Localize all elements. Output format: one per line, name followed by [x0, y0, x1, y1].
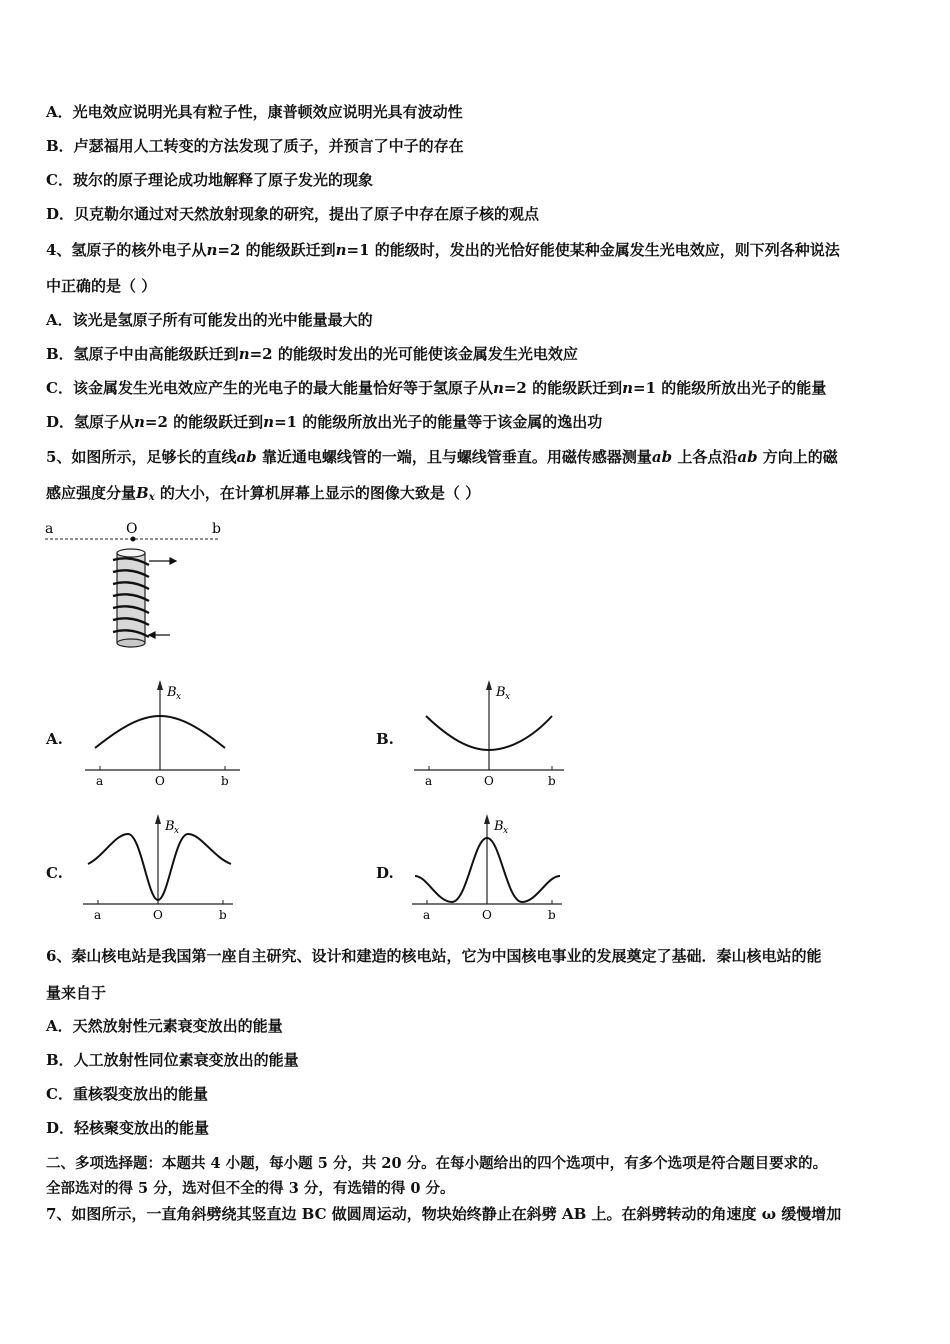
q4-stem: 4、氢原子的核外电子从n=2 的能级跃迁到n=1 的能级时，发出的光恰好能使某种金属发生光电效应，则下列各种说法	[46, 241, 840, 259]
fig-label-a: a	[45, 521, 54, 537]
svg-text:O: O	[484, 774, 494, 788]
fig-label-o: O	[126, 521, 138, 537]
q4-option-c: C．该金属发生光电效应产生的光电子的最大能量恰好等于氢原子从n=2 的能级跃迁到n=1 的能级所放出光子的能量	[46, 379, 827, 397]
q6-option-b: B．人工放射性同位素衰变放出的能量	[46, 1051, 299, 1069]
svg-text:O: O	[155, 774, 165, 788]
graph-b	[414, 678, 574, 790]
q4-option-b: B．氢原子中由高能级跃迁到n=2 的能级时发出的光可能使该金属发生光电效应	[46, 345, 578, 363]
svg-text:O: O	[482, 908, 492, 922]
svg-text:x: x	[503, 826, 509, 836]
q6-option-c: C．重核裂变放出的能量	[46, 1085, 208, 1103]
svg-text:b: b	[548, 774, 556, 788]
q3-option-b: B．卢瑟福用人工转变的方法发现了质子，并预言了中子的存在	[46, 137, 464, 155]
svg-text:x: x	[505, 692, 511, 702]
point-o	[131, 537, 136, 542]
q4-stem-line2: 中正确的是（ ）	[46, 277, 157, 295]
q5-stem: 5、如图所示，足够长的直线ab 靠近通电螺线管的一端，且与螺线管垂直。用磁传感器测量ab 上各点沿ab 方向上的磁	[46, 448, 838, 466]
svg-text:B: B	[167, 685, 177, 700]
q6-stem: 6、秦山核电站是我国第一座自主研究、设计和建造的核电站，它为中国核电事业的发展奠定了基础．秦山核电站的能	[46, 947, 822, 965]
svg-text:b: b	[219, 908, 227, 922]
q5-option-d-label: D.	[376, 864, 394, 882]
graph-c	[83, 812, 243, 924]
solenoid-figure	[40, 515, 240, 655]
svg-text:a: a	[94, 908, 102, 922]
q4-option-d: D．氢原子从n=2 的能级跃迁到n=1 的能级所放出光子的能量等于该金属的逸出功	[46, 413, 603, 431]
q6-option-d: D．轻核聚变放出的能量	[46, 1119, 210, 1137]
q3-option-c: C．玻尔的原子理论成功地解释了原子发光的现象	[46, 171, 373, 189]
curve-c	[88, 834, 231, 900]
q3-option-d: D．贝克勒尔通过对天然放射现象的研究，提出了原子中存在原子核的观点	[46, 205, 540, 223]
q4-option-a: A．该光是氢原子所有可能发出的光中能量最大的	[46, 311, 373, 329]
fig-label-b: b	[212, 521, 221, 537]
svg-text:x: x	[174, 826, 180, 836]
svg-text:O: O	[153, 908, 163, 922]
q6-stem-line2: 量来自于	[46, 984, 107, 1002]
svg-text:a: a	[423, 908, 431, 922]
svg-text:B: B	[496, 685, 506, 700]
q6-option-a: A．天然放射性元素衰变放出的能量	[46, 1017, 283, 1035]
svg-text:B: B	[165, 819, 175, 834]
svg-text:b: b	[548, 908, 556, 922]
q3-option-a: A．光电效应说明光具有粒子性，康普顿效应说明光具有波动性	[46, 103, 463, 121]
svg-text:b: b	[221, 774, 229, 788]
svg-text:a: a	[96, 774, 104, 788]
section2-heading: 二、多项选择题：本题共 4 小题，每小题 5 分，共 20 分。在每小题给出的四个选项中，有多个选项是符合题目要求的。	[46, 1155, 828, 1172]
current-arrows	[149, 558, 176, 638]
graph-d	[412, 812, 572, 924]
q5-option-c-label: C.	[46, 864, 63, 882]
q5-stem-line2: 感应强度分量Bx 的大小，在计算机屏幕上显示的图像大致是（ ）	[46, 484, 481, 503]
svg-text:x: x	[176, 692, 182, 702]
q7-stem: 7、如图所示，一直角斜劈绕其竖直边 BC 做圆周运动，物块始终静止在斜劈 AB 上。在斜劈转动的角速度 ω 缓慢增加	[46, 1205, 842, 1223]
graph-a	[85, 678, 245, 790]
svg-text:a: a	[425, 774, 433, 788]
section2-heading-line2: 全部选对的得 5 分，选对但不全的得 3 分，有选错的得 0 分。	[46, 1180, 455, 1197]
q5-option-a-label: A.	[46, 730, 63, 748]
svg-text:B: B	[494, 819, 504, 834]
q5-option-b-label: B.	[376, 730, 394, 748]
